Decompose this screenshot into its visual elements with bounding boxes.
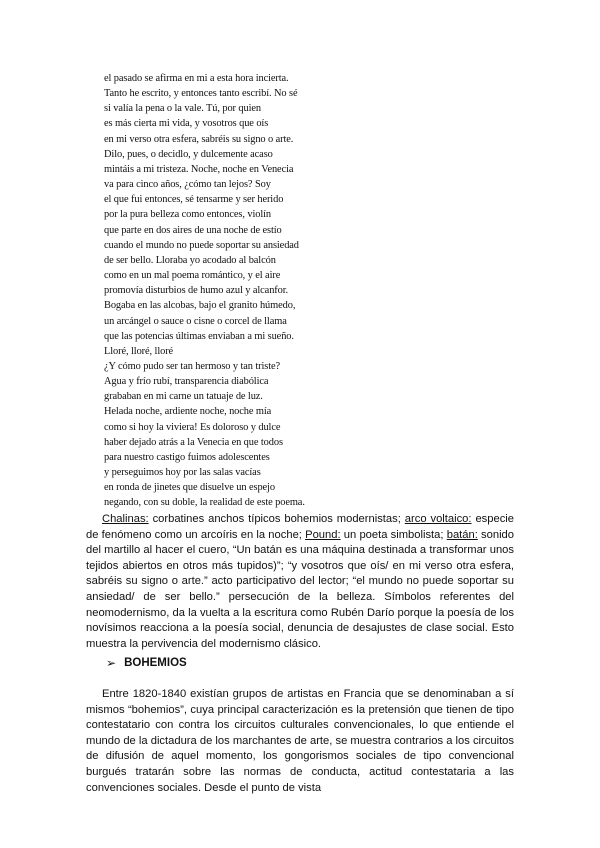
poem-line: cuando el mundo no puede soportar su ansiedad	[104, 239, 299, 251]
poem-line: es más cierta mi vida, y vosotros que oís	[104, 118, 269, 130]
poem-line: el pasado se afirma en mi a esta hora incierta.	[104, 73, 289, 84]
glossary-def-pound: un poeta simbolista;	[340, 528, 447, 541]
glossary-term-arco-voltaico: arco voltaico:	[404, 513, 472, 525]
glossary-term-batan: batán:	[446, 528, 478, 541]
poem-line: Helada noche, ardiente noche, noche mía	[104, 406, 272, 418]
poem-line: Bogaba en las alcobas, bajo el granito húmedo,	[104, 300, 296, 312]
poem-line: de ser bello. Lloraba yo acodado al balcón	[104, 254, 276, 266]
poem-line: en ronda de jinetes que disuelve un espejo	[104, 482, 275, 494]
poem-line: el que fui entonces, sé tensarme y ser herido	[104, 194, 284, 206]
poem-line: para nuestro castigo fuimos adolescentes	[104, 451, 270, 463]
poem-line: Lloré, lloré, lloré	[104, 345, 174, 357]
glossary-notes	[86, 512, 514, 652]
poem-line: Agua y frío rubí, transparencia diabólica	[104, 376, 269, 388]
poem-line: ¿Y cómo pudo ser tan hermoso y tan triste?	[104, 360, 281, 372]
poem-line: como si hoy la viviera! Es doloroso y dulce	[104, 421, 281, 433]
glossary-def-chalinas: corbatines anchos típicos bohemios modernistas;	[148, 513, 405, 525]
section-heading	[106, 656, 187, 670]
poem-line: haber dejado atrás a la Venecia en que todos	[104, 436, 283, 448]
poem-line: en mi verso otra esfera, sabréis su signo o arte.	[104, 133, 294, 145]
poem-line: grababan en mi carne un tatuaje de luz.	[104, 391, 263, 403]
arrow-bullet-icon: ➢	[106, 656, 117, 670]
poem-line: promovía disturbios de humo azul y alcanfor.	[104, 285, 289, 297]
glossary-term-chalinas: Chalinas:	[102, 513, 149, 525]
poem-line: va para cinco años, ¿cómo tan lejos? Soy	[104, 179, 271, 191]
glossary-term-pound: Pound:	[305, 528, 341, 541]
poem-line: Dilo, pues, o decidlo, y dulcemente acaso	[104, 148, 273, 160]
poem-line: un arcángel o sauce o cisne o corcel de llama	[104, 315, 287, 327]
poem-block	[104, 71, 444, 511]
poem-line: por la pura belleza como entonces, violín	[104, 209, 271, 221]
poem-line: y perseguimos hoy por las salas vacías	[104, 467, 261, 479]
poem-line: negando, con su doble, la realidad de este poema.	[104, 497, 305, 509]
poem-line: como en un mal poema romántico, y el aire	[104, 270, 281, 282]
poem-line: mintáis a mi tristeza. Noche, noche en Venecia	[104, 163, 294, 175]
body-paragraph: Entre 1820-1840 existían grupos de artistas en Francia que se denominaban a sí mismos “bohemios”, cuya principal caracterización es la pretensión que tienen de tipo contestatario con contra los circuitos culturales convencionales, lo que entiende el mundo de la dictadura de los marchantes de arte, se muestra contrarios a los circuitos de difusión de aquel momento, los gongorismos sociales de tipo convencional burgués tratarán sobre las normas de conducta, actitud contestataria a las convenciones sociales. Desde el punto de vista	[86, 688, 514, 794]
poem-line: Tanto he escrito, y entonces tanto escribí. No sé	[104, 88, 298, 100]
poem-line: si valía la pena o la vale. Tú, por quien	[104, 103, 262, 115]
poem-line: que las potencias últimas enviaban a mi sueño.	[104, 330, 294, 342]
glossary-def-batan: sonido del martillo al hacer el cuero, “Un batán es una máquina destinada a transformar unos tejidos abiertos en otros más tupidos)”; “y vosotros que oís/ en mi verso otra esfera, sabréis su signo o arte.” acto participativo del lector; “el mundo no puede soportar su ansiedad/ de ser bello.” persecución de la belleza. Símbolos referentes del neomodernismo, da la vuelta a la escritura como Rubén Darío porque la poesía de los novísimos reacciona a la poesía social, denuncia de desajustes de clase social. Esto muestra la pervivencia del modernismo clásico.	[86, 528, 515, 650]
glossary-def-arco-voltaico: especie de fenómeno como un arcoíris en la noche;	[86, 513, 515, 541]
poem-line: que parte en dos aires de una noche de estío	[104, 224, 282, 236]
section-title: BOHEMIOS	[124, 657, 187, 669]
